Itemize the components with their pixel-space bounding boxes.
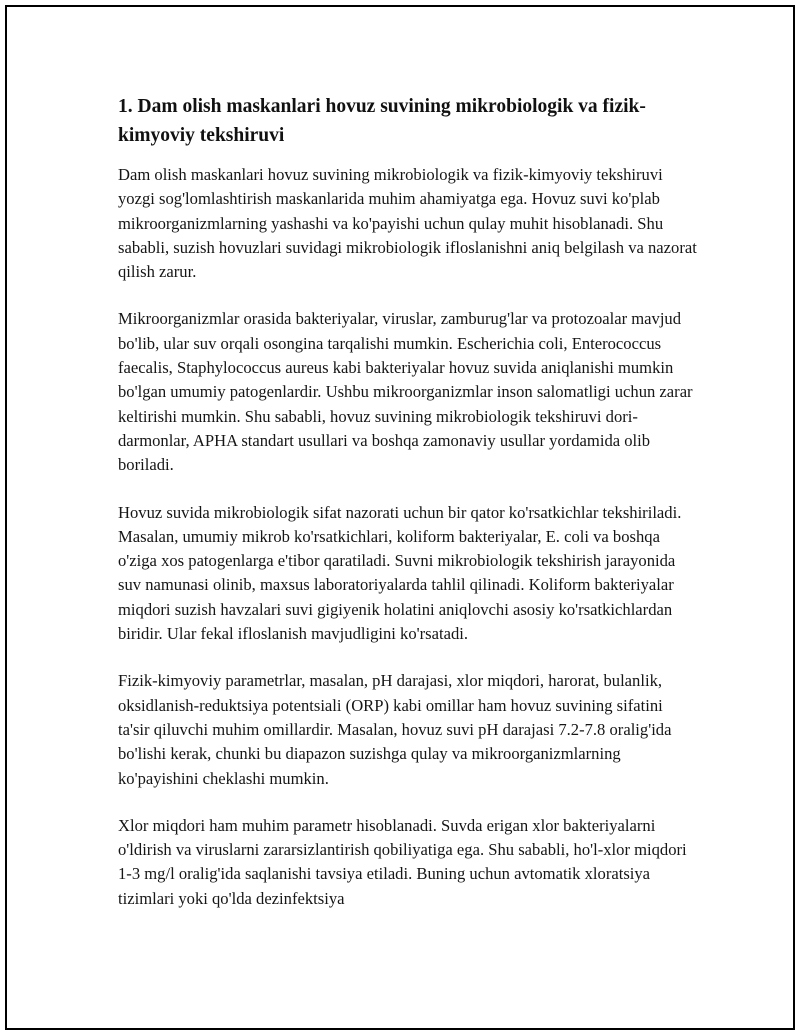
section-heading: 1. Dam olish maskanlari hovuz suvining mikrobiologik va fizik-kimyoviy tekshiruvi bbox=[118, 96, 646, 146]
paragraph-intro: Dam olish maskanlari hovuz suvining mikrobiologik va fizik-kimyoviy tekshiruvi yozgi sog'lomlashtirish maskanlarida muhim ahamiyatga ega. Hovuz suvi ko'plab mikroorganizmlarning yashashi va ko'payishi uchun qulay muhit hisoblanadi. Shu sababli, suzish hovuzlari suvidagi mikrobiologik ifloslanishni aniq belgilash va nazorat qilish zarur. bbox=[118, 165, 697, 282]
document-body bbox=[118, 92, 698, 934]
paragraph-chlorine: Xlor miqdori ham muhim parametr hisoblanadi. Suvda erigan xlor bakteriyalarni o'ldirish va viruslarni zararsizlantirish qobiliyatiga ega. Shu sababli, ho'l-xlor miqdori 1-3 mg/l oralig'ida saqlanishi tavsiya etiladi. Buning uchun avtomatik xloratsiya tizimlari yoki qo'lda dezinfektsiya bbox=[118, 815, 687, 908]
paragraph-physicochemical: Fizik-kimyoviy parametrlar, masalan, pH darajasi, xlor miqdori, harorat, bulanlik, oksidlanish-reduktsiya potentsiali (ORP) kabi omillar ham hovuz suvining sifatini ta'sir qiluvchi muhim omillardir. Masalan, hovuz suvi pH darajasi 7.2-7.8 oralig'ida bo'lishi kerak, chunki bu diapazon suzishga qulay va mikroorganizmlarning ko'payishini cheklashi mumkin. bbox=[118, 671, 672, 788]
paragraph-quality-control: Hovuz suvida mikrobiologik sifat nazorati uchun bir qator ko'rsatkichlar tekshiriladi. Masalan, umumiy mikrob ko'rsatkichlari, koliform bakteriyalar, E. coli va boshqa o'ziga xos patogenlarga e'tibor qaratiladi. Suvni mikrobiologik tekshirish jarayonida suv namunasi olinib, maxsus laboratoriyalarda tahlil qilinadi. Koliform bakteriyalar miqdori suzish havzalari suvi gigiyenik holatini aniqlovchi asosiy ko'rsatkichlardan biridir. Ular fekal ifloslanish mavjudligini ko'rsatadi. bbox=[118, 502, 682, 644]
paragraph-microorganisms: Mikroorganizmlar orasida bakteriyalar, viruslar, zamburug'lar va protozoalar mavjud bo'lib, ular suv orqali osongina tarqalishi mumkin. Escherichia coli, Enterococcus faecalis, Staphylococcus aureus kabi bakteriyalar hovuz suvida aniqlanishi mumkin bo'lgan umumiy patogenlardir. Ushbu mikroorganizmlar inson salomatligi uchun zarar keltirishi mumkin. Shu sababli, hovuz suvining mikrobiologik tekshiruvi dori-darmonlar, APHA standart usullari va boshqa zamonaviy usullar yordamida olib boriladi. bbox=[118, 309, 693, 475]
